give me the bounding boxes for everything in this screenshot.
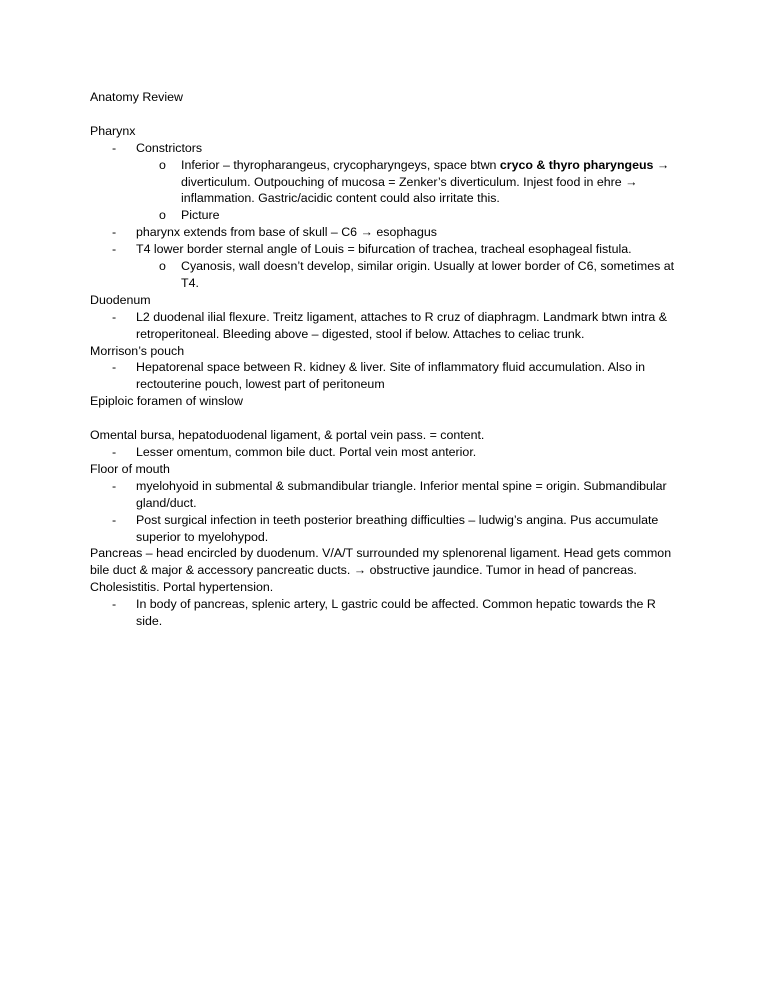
text-run: → diverticulum. Outpouching of mucosa = Zenker’s diverticulum. Injest food in ehre → inflammation. Gastric/acidic content could also irritate this. (181, 157, 670, 206)
list-item-text: Lesser omentum, common bile duct. Portal vein most anterior. (136, 445, 477, 459)
list-item-text: Hepatorenal space between R. kidney & liver. Site of inflammatory fluid accumulation. Also in rectouterine pouch, lowest part of peritoneum (136, 360, 645, 392)
section-heading-omental-bursa: Omental bursa, hepatoduodenal ligament, & portal vein pass. = content. (90, 428, 485, 443)
list-item-text: pharynx extends from base of skull – C6 → esophagus (136, 225, 437, 240)
list-item (90, 596, 680, 630)
section-heading-epiploic-foramen: Epiploic foramen of winslow (90, 394, 243, 409)
list-item (90, 444, 680, 461)
dash-bullet: - (112, 597, 117, 612)
dash-bullet: - (112, 445, 117, 459)
list-item (90, 207, 680, 224)
list-item-text: myelohyoid in submental & submandibular triangle. Inferior mental spine = origin. Submandibular gland/duct. (136, 478, 667, 510)
dash-bullet: - (112, 309, 117, 324)
list-item (90, 309, 680, 343)
dash-bullet: - (112, 140, 117, 155)
section-heading-pancreas: Pancreas – head encircled by duodenum. V/A/T surrounded my splenorenal ligament. Head gets common bile duct & major & accessory pancreatic ducts. → obstructive jaundice. Tumor in head of pancreas. Cholesistitis. Portal hypertension. (90, 546, 672, 595)
text-run: Inferior – thyropharangeus, crycopharyngeys, space btwn (181, 157, 500, 172)
dash-bullet: - (112, 478, 117, 493)
dash-bullet: - (112, 512, 117, 527)
list-item (90, 478, 680, 512)
list-item-text: T4 lower border sternal angle of Louis = bifurcation of trachea, tracheal esophageal fistula. (136, 242, 632, 257)
blank-line (90, 410, 680, 427)
circle-bullet: o (159, 208, 166, 223)
list-item-text: L2 duodenal ilial flexure. Treitz ligament, attaches to R cruz of diaphragm. Landmark btwn intra & retroperitoneal. Bleeding above – digested, stool if below. Attaches to celiac trunk. (136, 309, 668, 341)
list-item-text (181, 157, 680, 208)
dash-bullet: - (112, 225, 117, 240)
list-item (90, 258, 680, 292)
document-body (90, 89, 680, 630)
document-title: Anatomy Review (90, 90, 183, 104)
section-heading-pharynx: Pharynx (90, 123, 136, 138)
list-item (90, 359, 680, 393)
dash-bullet: - (112, 360, 117, 375)
dash-bullet: - (112, 242, 117, 257)
list-item-text: Constrictors (136, 140, 203, 155)
circle-bullet: o (159, 157, 166, 172)
blank-line (90, 106, 680, 123)
list-item (90, 157, 680, 208)
bold-text-run: cryco & thyro pharyngeus (499, 157, 654, 172)
list-item (90, 241, 680, 258)
list-item-text: Cyanosis, wall doesn’t develop, similar origin. Usually at lower border of C6, sometimes at T4. (181, 259, 675, 290)
list-item (90, 224, 680, 241)
section-heading-duodenum: Duodenum (90, 292, 151, 307)
circle-bullet: o (159, 259, 166, 274)
list-item (90, 140, 680, 157)
list-item (90, 512, 680, 546)
section-heading-floor-of-mouth: Floor of mouth (90, 461, 170, 476)
list-item-text: Post surgical infection in teeth posterior breathing difficulties – ludwig’s angina. Pus accumulate superior to myelohypod. (136, 512, 659, 544)
list-item-text: Picture (181, 208, 220, 223)
section-heading-morrisons-pouch: Morrison’s pouch (90, 343, 185, 358)
list-item-text: In body of pancreas, splenic artery, L gastric could be affected. Common hepatic towards the R side. (136, 597, 656, 629)
